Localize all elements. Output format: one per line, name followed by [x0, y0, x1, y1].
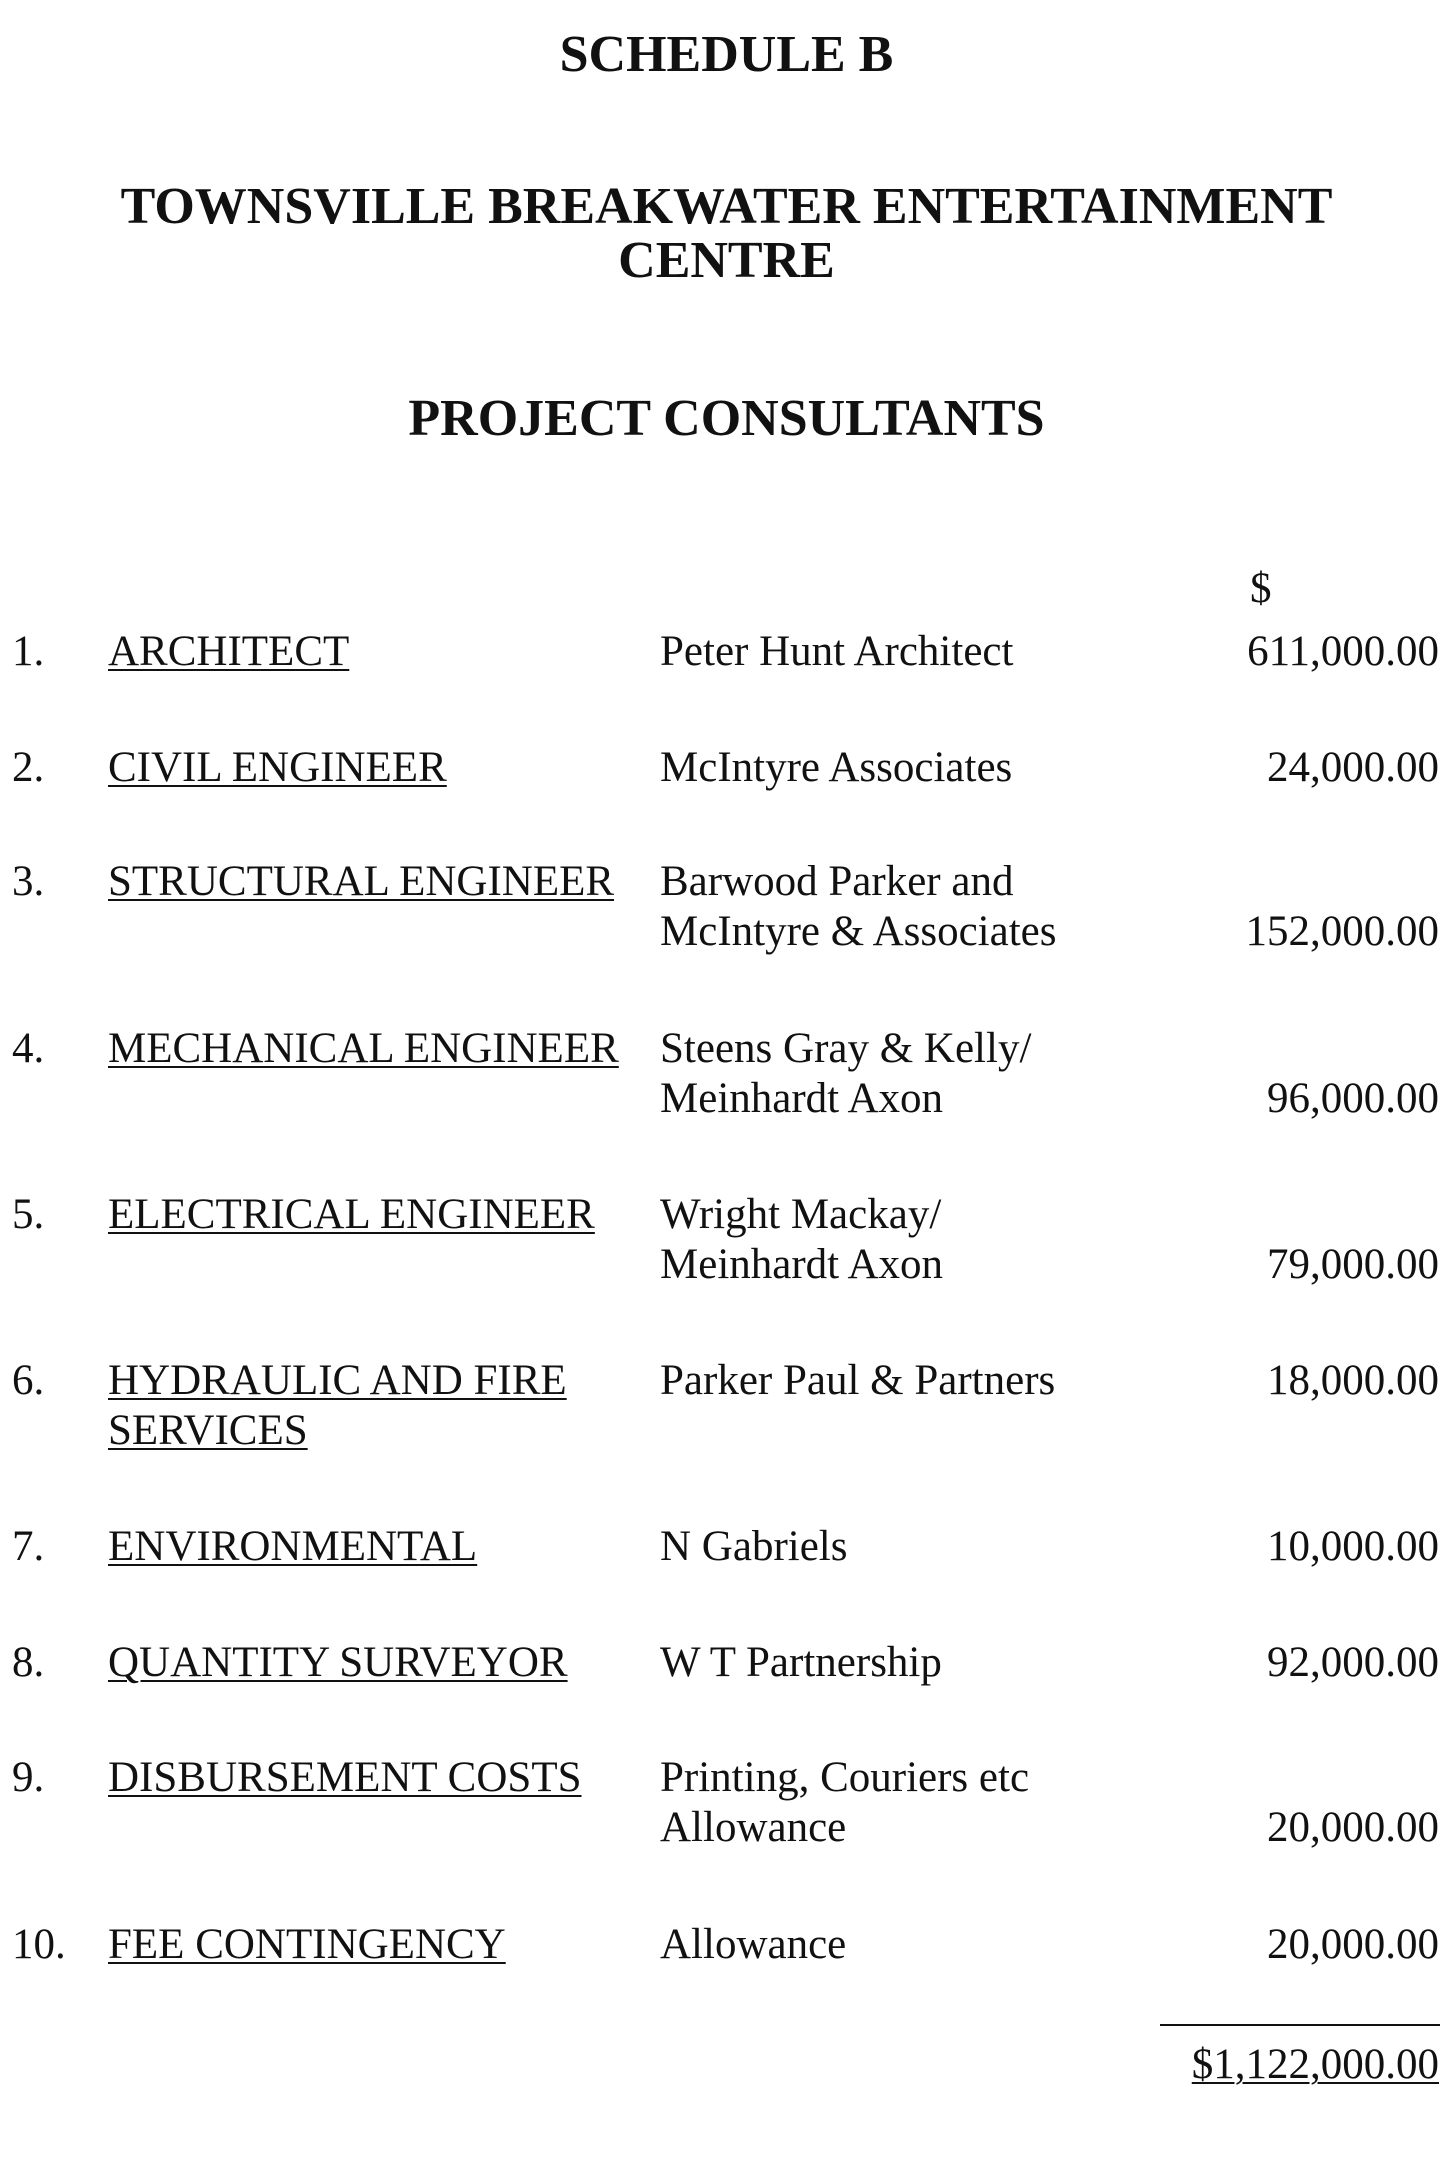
schedule-title: SCHEDULE B: [559, 26, 894, 83]
project-title: TOWNSVILLE BREAKWATER ENTERTAINMENT CENTRE: [120, 178, 1333, 289]
item-firm: McIntyre Associates: [660, 744, 1013, 791]
item-firm: Allowance: [660, 1921, 847, 1968]
item-firm: Barwood Parker and McIntyre & Associates: [660, 858, 1057, 955]
item-category: DISBURSEMENT COSTS: [108, 1754, 582, 1801]
item-amount: 18,000.00: [1267, 1357, 1439, 1404]
currency-heading: $: [1250, 565, 1272, 612]
item-category: ENVIRONMENTAL: [108, 1523, 478, 1570]
item-number: 9.: [12, 1754, 45, 1801]
section-title: PROJECT CONSULTANTS: [408, 390, 1045, 447]
item-category: HYDRAULIC AND FIRE SERVICES: [108, 1357, 567, 1454]
item-category: FEE CONTINGENCY: [108, 1921, 506, 1968]
item-category: QUANTITY SURVEYOR: [108, 1639, 568, 1686]
item-firm: Wright Mackay/ Meinhardt Axon: [660, 1191, 944, 1288]
total-rule: [1160, 2024, 1440, 2026]
item-amount: 79,000.00: [1267, 1241, 1439, 1288]
item-number: 4.: [12, 1025, 45, 1072]
item-category: STRUCTURAL ENGINEER: [108, 858, 615, 905]
item-number: 2.: [12, 744, 45, 791]
item-number: 6.: [12, 1357, 45, 1404]
item-amount: 96,000.00: [1267, 1075, 1439, 1122]
item-number: 7.: [12, 1523, 45, 1570]
item-number: 3.: [12, 858, 45, 905]
item-amount: 611,000.00: [1247, 628, 1439, 675]
item-category: MECHANICAL ENGINEER: [108, 1025, 619, 1072]
item-firm: Printing, Couriers etc Allowance: [660, 1754, 1030, 1851]
item-number: 10.: [12, 1921, 66, 1968]
item-amount: 24,000.00: [1267, 744, 1439, 791]
item-firm: N Gabriels: [660, 1523, 848, 1570]
item-firm: Peter Hunt Architect: [660, 628, 1014, 675]
item-category: ELECTRICAL ENGINEER: [108, 1191, 595, 1238]
item-amount: 10,000.00: [1267, 1523, 1439, 1570]
item-amount: 20,000.00: [1267, 1804, 1439, 1851]
item-number: 1.: [12, 628, 45, 675]
item-firm: W T Partnership: [660, 1639, 942, 1686]
total-amount: $1,122,000.00: [1191, 2041, 1439, 2088]
item-number: 5.: [12, 1191, 45, 1238]
item-amount: 20,000.00: [1267, 1921, 1439, 1968]
item-category: ARCHITECT: [108, 628, 350, 675]
item-amount: 152,000.00: [1245, 908, 1439, 955]
item-number: 8.: [12, 1639, 45, 1686]
item-firm: Parker Paul & Partners: [660, 1357, 1056, 1404]
item-firm: Steens Gray & Kelly/ Meinhardt Axon: [660, 1025, 1032, 1122]
item-category: CIVIL ENGINEER: [108, 744, 447, 791]
item-amount: 92,000.00: [1267, 1639, 1439, 1686]
